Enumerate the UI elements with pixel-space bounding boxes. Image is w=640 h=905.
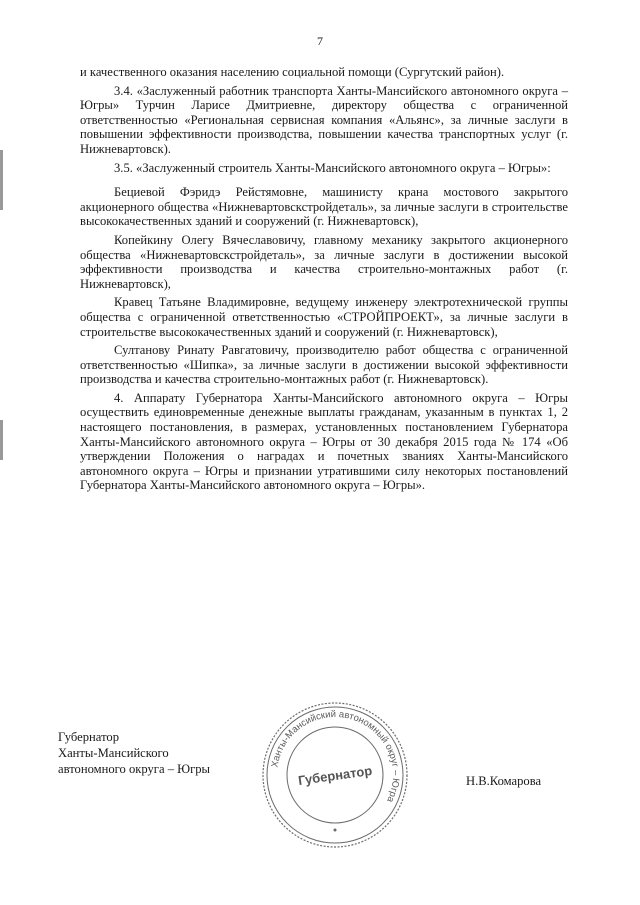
paragraph-3-4: 3.4. «Заслуженный работник транспорта Ханты-Мансийского автономного округа – Югры» Турчин Ларисе Дмитриевне, директору общества с ограниченной ответственностью «Региональная сервисная компания «Альянс», за личные заслуги в повышении эффективности производства, повышении качества транспортных услуг (г. Нижневартовск). (80, 83, 568, 156)
awardee-paragraph: Бециевой Фэридэ Рейстямовне, машинисту крана мостового закрытого акционерного общества «Нижневартовскстройдеталь», за личные заслуги в строительстве высококачественных зданий и сооружений (г. Нижневартовск), (80, 185, 568, 229)
paragraph-4: 4. Аппарату Губернатора Ханты-Мансийского автономного округа – Югры осуществить единовременные денежные выплаты гражданам, указанным в пунктах 1, 2 настоящего постановления, в размерах, установленных постановлением Губернатора Ханты-Мансийского автономного округа – Югры от 30 декабря 2015 года № 174 «Об утверждении Положения о наградах и почетных званиях Ханты-Мансийского автономного округа – Югры и признании утратившими силу некоторых постановлений Губернатора Ханты-Мансийского автономного округа – Югры». (80, 390, 568, 493)
awardee-paragraph: Султанову Ринату Равгатовичу, производителю работ общества с ограниченной ответственностью «Шипка», за личные заслуги в достижении высокой эффективности производства и качества строительно-монтажных работ (г. Нижневартовск). (80, 343, 568, 387)
awardee-paragraph: Кравец Татьяне Владимировне, ведущему инженеру электротехнической группы общества с ограниченной ответственностью «СТРОЙПРОЕКТ», за личные заслуги в строительстве высококачественных зданий и сооружений (г. Нижневартовск), (80, 295, 568, 339)
scan-margin-mark (0, 150, 3, 210)
signatory-title-line: Ханты-Мансийского (58, 746, 169, 760)
page-number: 7 (317, 34, 323, 48)
official-seal-stamp (260, 700, 410, 850)
signatory-title-line: Губернатор (58, 730, 119, 744)
paragraph-3-5: 3.5. «Заслуженный строитель Ханты-Мансийского автономного округа – Югры»: (114, 160, 551, 175)
document-body (80, 65, 568, 493)
signatory-title (58, 729, 210, 777)
seal-center-text: Губернатор (297, 762, 373, 789)
awardee-paragraph: Копейкину Олегу Вячеславовичу, главному механику закрытого акционерного общества «Нижневартовскстройдеталь», за личные заслуги в достижении высокой эффективности производства и качества строительно-монтажных работ (г. Нижневартовск), (80, 232, 568, 291)
signatory-title-line: автономного округа – Югры (58, 762, 211, 776)
signatory-name: Н.В.Комарова (466, 774, 542, 788)
seal-ring-text: Ханты-Мансийский автономный округ – Югра (269, 708, 402, 804)
paragraph: и качественного оказания населению социальной помощи (Сургутский район). (80, 65, 505, 79)
scan-margin-mark (0, 420, 3, 460)
